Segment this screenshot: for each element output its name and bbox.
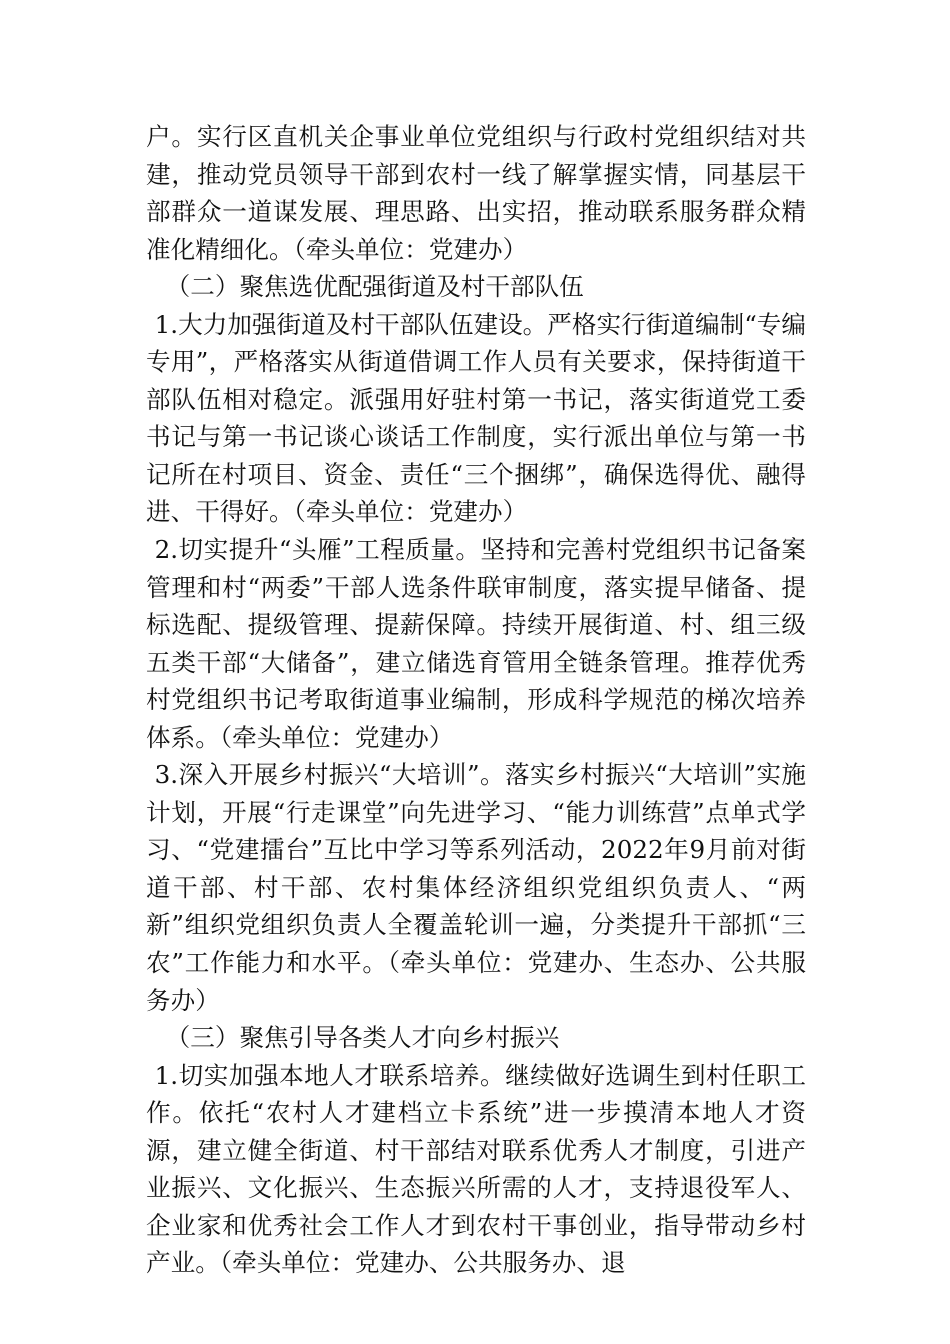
section-heading-2: （二）聚焦选优配强街道及村干部队伍 bbox=[165, 272, 584, 302]
section-heading-3: （三）聚焦引导各类人才向乡村振兴 bbox=[165, 1023, 560, 1053]
list-item-2-1: 1.大力加强街道及村干部队伍建设。严格实行街道编制“专编专用”，严格落实从街道借调工作人员有关要求，保持街道干部队伍相对稳定。派强用好驻村第一书记，落实街道党工委书记与第一书记谈心谈话工作制度，实行派出单位与第一书记所在村项目、资金、责任“三个捆绑”，确保选得优、融得进、干得好。（牵头单位：党建办） bbox=[146, 309, 806, 527]
list-item-2-2: 2.切实提升“头雁”工程质量。坚持和完善村党组织书记备案管理和村“两委”干部人选条件联审制度，落实提早储备、提标选配、提级管理、提薪保障。持续开展街道、村、组三级五类干部“大储备”，建立储选育管用全链条管理。推荐优秀村党组织书记考取街道事业编制，形成科学规范的梯次培养体系。（牵头单位：党建办） bbox=[146, 535, 806, 752]
list-item-2-3: 3.深入开展乡村振兴“大培训”。落实乡村振兴“大培训”实施计划，开展“行走课堂”向先进学习、“能力训练营”点单式学习、“党建擂台”互比中学习等系列活动，2022年9月前对街道干部、村干部、农村集体经济组织党组织负责人、“两新”组织党组织负责人全覆盖轮训一遍，分类提升干部抓“三农”工作能力和水平。（牵头单位：党建办、生态办、公共服务办） bbox=[146, 760, 806, 1015]
paragraph-continued: 户。实行区直机关企事业单位党组织与行政村党组织结对共建，推动党员领导干部到农村一线了解掌握实情，同基层干部群众一道谋发展、理思路、出实招，推动联系服务群众精准化精细化。（牵头单位：党建办） bbox=[146, 122, 806, 264]
list-item-3-1: 1.切实加强本地人才联系培养。继续做好选调生到村任职工作。依托“农村人才建档立卡系统”进一步摸清本地人才资源，建立健全街道、村干部结对联系优秀人才制度，引进产业振兴、文化振兴、生态振兴所需的人才，支持退役军人、企业家和优秀社会工作人才到农村干事创业，指导带动乡村产业。（牵头单位：党建办、公共服务办、退 bbox=[146, 1060, 806, 1278]
document-page bbox=[146, 118, 806, 1282]
